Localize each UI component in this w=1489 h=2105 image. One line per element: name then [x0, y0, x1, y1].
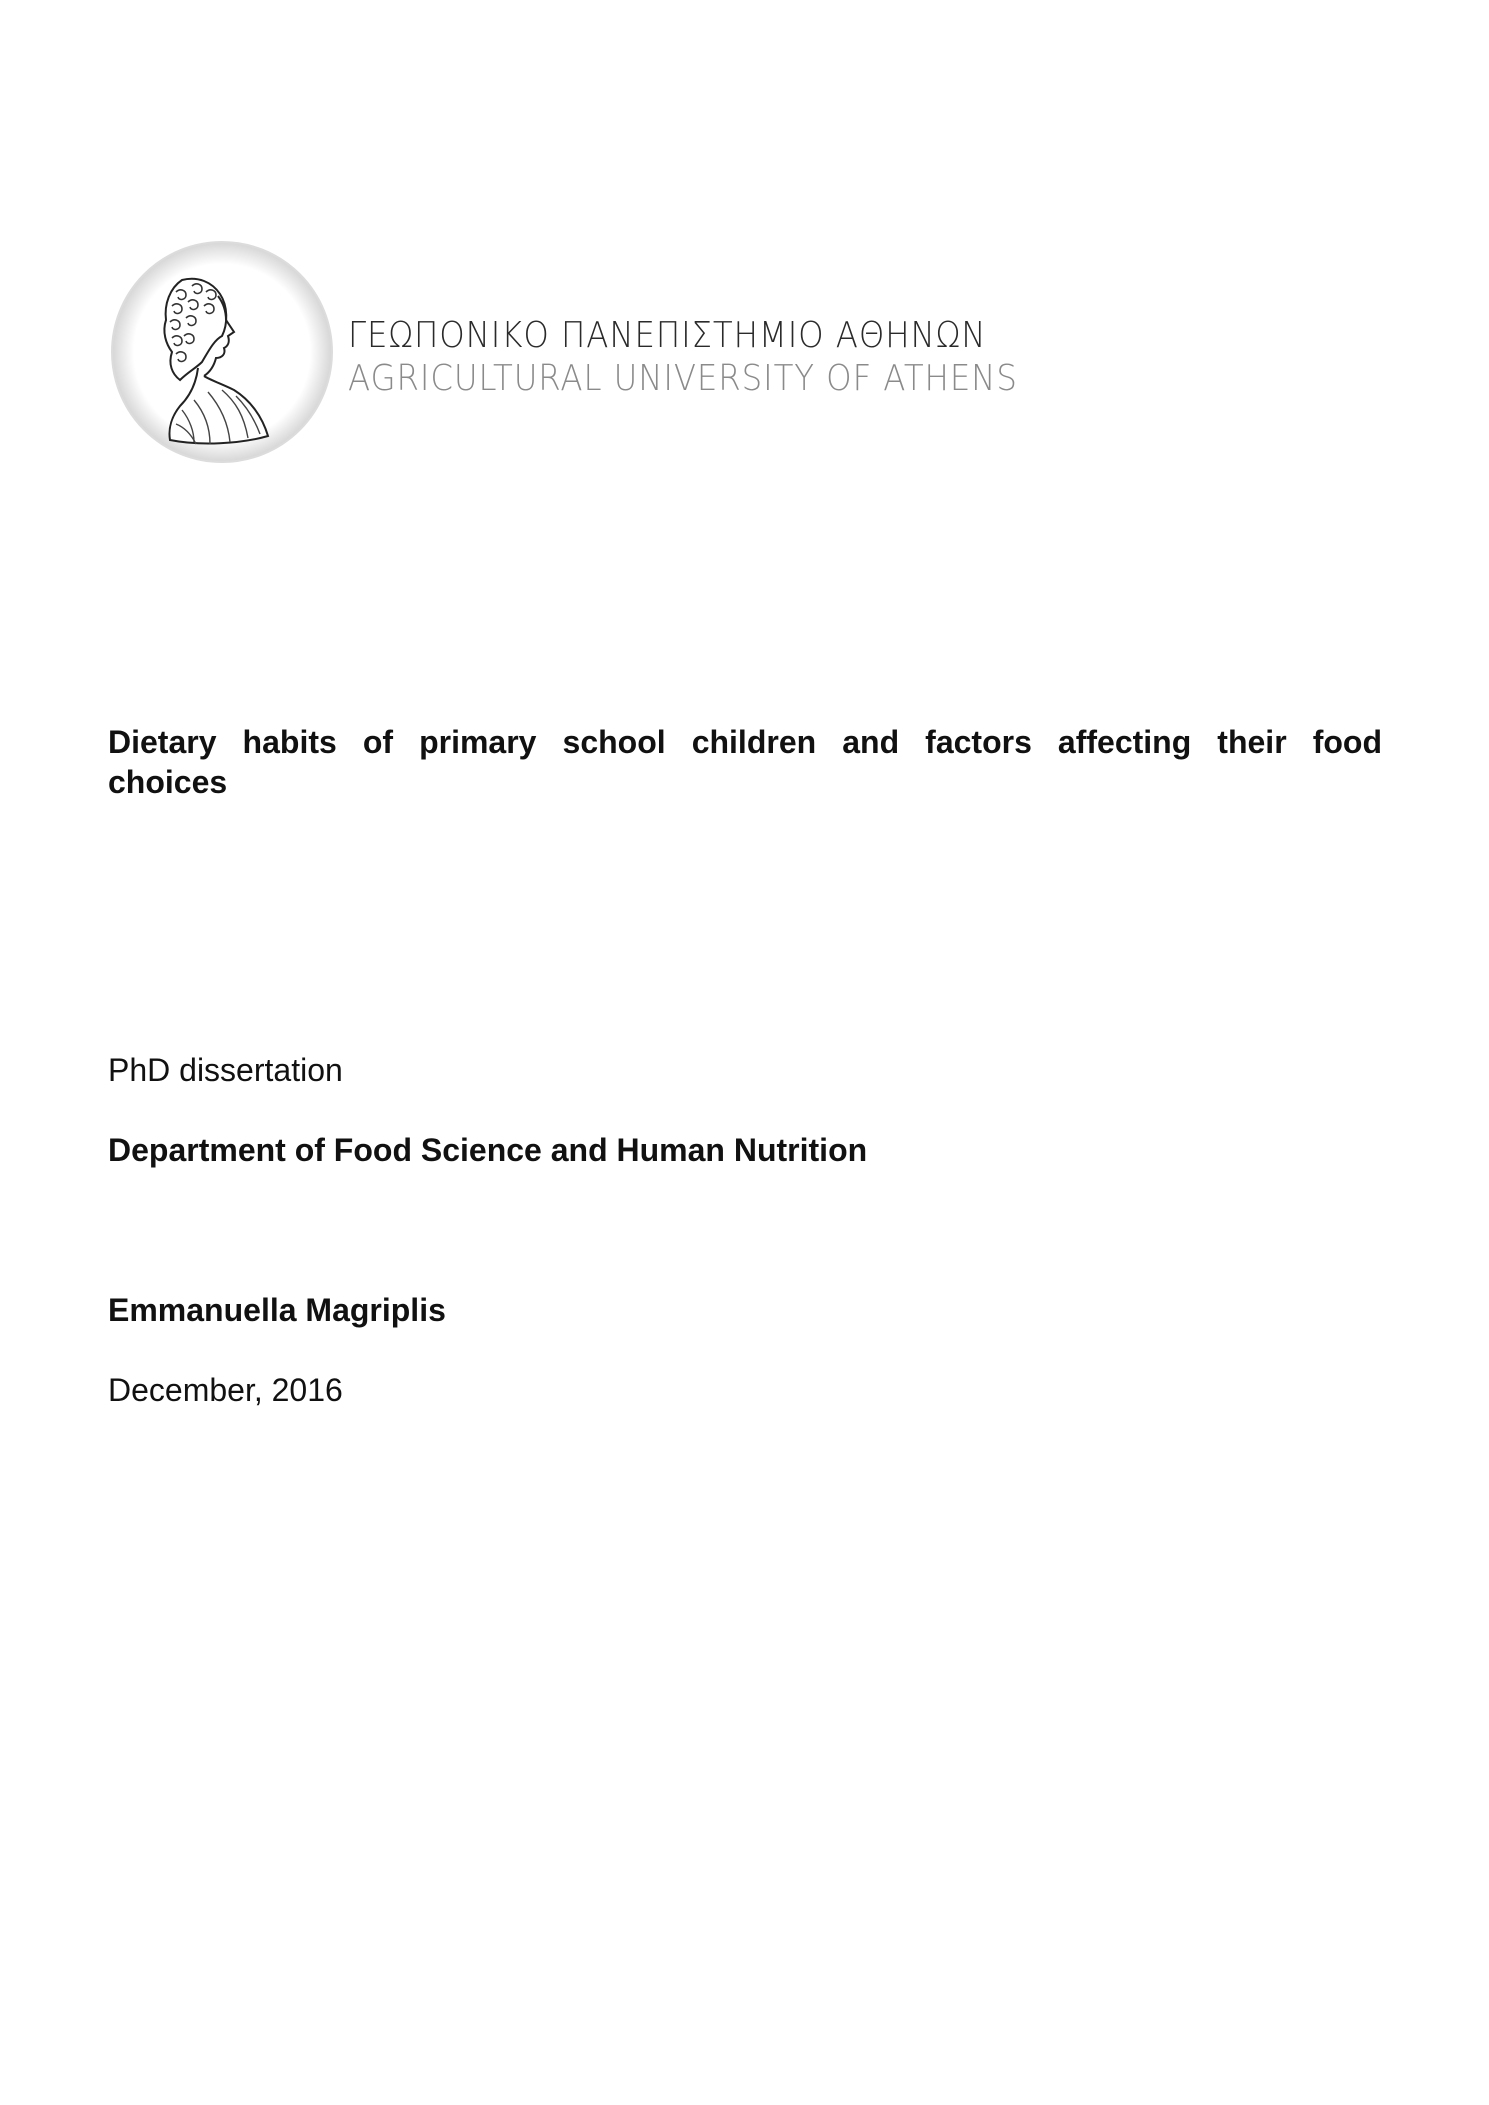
degree-label: PhD dissertation [108, 1052, 343, 1088]
university-name-greek: ΓΕΩΠΟΝΙΚΟ ΠΑΝΕΠΙΣΤΗΜΙΟ ΑΘΗΝΩΝ [348, 315, 987, 356]
dissertation-title: Dietary habits of primary school children and factors affecting their food choices [108, 724, 1382, 800]
submission-date: December, 2016 [108, 1372, 343, 1408]
classical-head-profile-icon [110, 240, 335, 465]
university-name-english: AGRICULTURAL UNIVERSITY OF ATHENS [348, 358, 1018, 399]
university-logo [110, 240, 1018, 475]
author-name: Emmanuella Magriplis [108, 1292, 446, 1328]
university-name [348, 314, 1092, 400]
department-name: Department of Food Science and Human Nutrition [108, 1132, 868, 1168]
